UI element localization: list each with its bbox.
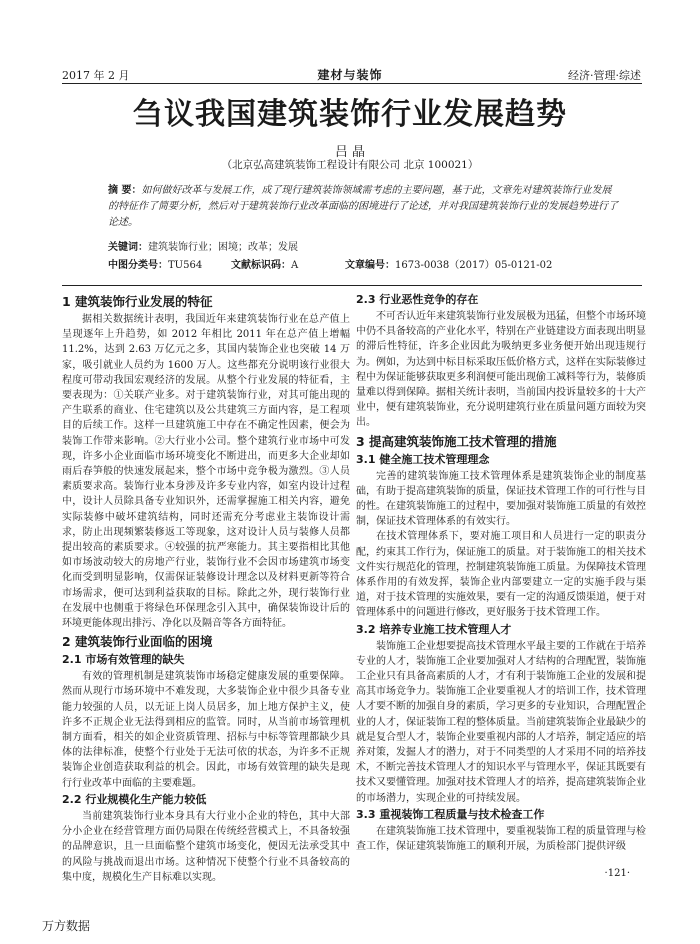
body-rule [62, 285, 642, 286]
section-3-3-heading: 3.3 重视装饰工程质量与技术检查工作 [356, 807, 545, 821]
section-3-2-heading: 3.2 培养专业施工技术管理人才 [356, 622, 512, 636]
header-rule [62, 83, 642, 84]
doc-value: A [291, 260, 299, 271]
section-1-paragraph: 据相关数据统计表明，我国近年来建筑装饰行业在总产值上呈现逐年上升趋势，如 2012 年相比 2011 年在总产值上增幅11.2%，达到 2.63 万亿元之多，其国内装饰企业也突破 14 万家，吸引就业人员约为 1600 万人。这些都充分说明该行业很大程度可带动我国宏观经济的发展。从整个行业发展的特征看，主要表现为：①关联产业多。对于建筑装饰行业，对其可能出现的产生联系的商业、住宅建筑以及公共建筑三方面内容，是工程项目的后续工作。这样一旦建筑施工中存在不确定性因素，便会为装饰工作带来影响。②大行业小公司。整个建筑行业市场中可发现，许多小企业面临市场环境变化不断进出，而更多大企业却如雨后春笋般的快速发展起来，整个市场中竞争极为激烈。③人员素质要求高。装饰行业本身涉及许多专业内容，如室内设计过程中，设计人员除具备专业知识外，还需掌握施工相关内容，避免实际装修中破坏建筑结构，同时还需充分考虑业主装饰设计需求，防止出现频繁装修返工等现象，这对设计人员与装修人员都提出较高的素质要求。④较强的抗严寒能力。其主要指相比其他如市场波动较大的房地产行业，装饰行业不会因市场建筑市场变化而受到明显影响，仅需保证装修设计理念以及材料更新等符合市场需求，便可达到利益获取的目标。除此之外，现行装饰行业在发展中也侧重于将绿色环保理念引入其中，确保装饰设计后的环境更能体现出排污、净化以及隔音等各方面特征。 [62, 314, 350, 630]
abstract [108, 183, 620, 231]
right-column [356, 291, 646, 854]
article-no-value: 1673-0038（2017）05-0121-02 [395, 260, 553, 271]
clc-number [108, 256, 202, 271]
journal-name: 建材与装饰 [317, 68, 383, 82]
section-2-heading: 2 建筑装饰行业面临的困境 [62, 634, 213, 650]
left-column [62, 291, 350, 885]
doc-label: 文献标识码： [231, 260, 291, 271]
author-name: 吕 晶 [334, 145, 366, 160]
section-3-1-heading: 3.1 健全施工技术管理理念 [356, 452, 490, 466]
keywords [108, 238, 298, 253]
header-date: 2017 年 2 月 [62, 69, 130, 82]
article-title: 刍议我国建筑装饰行业发展趋势 [133, 97, 567, 132]
keywords-text: 建筑装饰行业；困境；改革；发展 [148, 242, 298, 253]
article-no-label: 文章编号： [345, 260, 395, 271]
section-2-3-paragraph: 不可否认近年来建筑装饰行业发展极为迅猛，但整个市场环境中仍不具备较高的产业化水平，特别在产业链建设方面表现出明显的滞后性特征，许多企业因此为吸纳更多业务便开始出现违规行为。例如，为达到中标目标采取压低价格方式，这样在实际装修过程中为保证能够获取更多利润便可能出现偷工减料等行为，装修质量难以得到保障。据相关统计表明，当前国内投诉量较多的十大产业中，便有建筑装饰业，充分说明建筑行业在质量问题方面较为突出。 [356, 311, 646, 429]
section-2-1-paragraph: 有效的管理机制是建筑装饰市场稳定健康发展的重要保障。然而从现行市场环境中不难发现，大多装饰企业中很少具备专业能力较强的人员，以无证上岗人员居多，加上地方保护主义，使许多不正规企业无法得到相应的监管。同时，从当前市场管理机制方面看，相关的如企业资质管理、招标与中标等管理都缺少具体的法律标准，使整个行业处于无法可依的状态，为许多不正规装饰企业创造获取利益的机会。因此，市场有效管理的缺失是现行行业改革中面临的主要难题。 [62, 671, 350, 789]
header-category: 经济·管理·综述 [568, 69, 641, 82]
keywords-label: 关键词： [108, 242, 148, 253]
article-number [345, 256, 552, 271]
document-code [231, 256, 298, 271]
section-3-1-paragraph-1: 完善的建筑装饰施工技术管理体系是建筑装饰企业的制度基础，有助于提高建筑装饰的质量，保证技术管理工作的可行性与目的性。在建筑装饰施工的过程中，要加强对装饰施工质量的有效控制，保证技术管理体系的有效实行。 [356, 470, 646, 528]
section-3-3-paragraph: 在建筑装饰施工技术管理中，要重视装饰工程的质量管理与检查工作，保证建筑装饰施工的顺利开展，为质检部门提供评级 [356, 825, 646, 853]
section-1-heading: 1 建筑装饰行业发展的特征 [62, 294, 213, 309]
author-affiliation: （北京弘高建筑装饰工程设计有限公司 北京 100021） [221, 159, 479, 171]
clc-label: 中图分类号： [108, 260, 168, 271]
abstract-text: 如何做好改革与发展工作，成了现行建筑装饰领域需考虑的主要问题，基于此，文章先对建筑装饰行业发展的特征作了简要分析，然后对于建筑装饰行业改革面临的困境进行了论述，并对我国建筑装饰行业的发展趋势进行了论述。 [108, 185, 618, 228]
page-number: ·121· [604, 868, 630, 879]
section-3-2-paragraph: 装饰施工企业想要提高技术管理水平最主要的工作就在于培养专业的人才，装饰施工企业要加强对人才结构的合理配置，装饰施工企业只有具备高素质的人才，才有利于装饰施工企业的发展和提高其市场竞争力。装饰施工企业要重视人才的培训工作，技术管理人才要不断的加强自身的素质，学习更多的专业知识，合理配置企业的人才，保证装饰工程的整体质量。当前建筑装饰企业最缺少的就是复合型人才，装饰企业要重视内部的人才培养，制定适应的培养对策，发掘人才的潜力，对于不同类型的人才采用不同的培养技术，不断完善技术管理人才的知识水平与管理水平，保证其既要有技术又要懂管理。加强对技术管理人才的培养，提高建筑装饰企业的市场潜力，实现企业的可持续发展。 [356, 640, 646, 804]
section-3-1-paragraph-2: 在技术管理体系下，要对施工项目和人员进行一定的职责分配，约束其工作行为，保证施工的质量。对于装饰施工的相关技术文件实行规范化的管理，控制建筑装饰施工质量。为保障技术管理体系作用的有效发挥，装饰企业内部要建立一定的实施手段与渠道，对于技术管理的实施效果，要有一定的沟通反馈渠道，便于对管理体系中的问题进行修改，更好服务于技术管理工作。 [356, 531, 646, 619]
clc-value: TU564 [168, 260, 203, 271]
section-2-1-heading: 2.1 市场有效管理的缺失 [62, 653, 185, 667]
section-2-2-heading: 2.2 行业规模化生产能力较低 [62, 792, 207, 806]
section-2-3-heading: 2.3 行业恶性竞争的存在 [356, 293, 479, 306]
section-2-2-paragraph: 当前建筑装饰行业本身具有大行业小企业的特色，其中大部分小企业在经营管理方面仍局限在传统经营模式上，不具备较强的品牌意识，且一旦面临整个建筑市场变化，便因无法承受其中的风险与挑战而退出市场。这种情况下使整个行业不具备较高的集中度，规模化生产目标难以实现。 [62, 810, 350, 883]
section-3-heading: 3 提高建筑装饰施工技术管理的措施 [356, 433, 557, 449]
wanfang-watermark: 万方数据 [42, 919, 91, 933]
abstract-label: 摘 要： [108, 185, 142, 196]
